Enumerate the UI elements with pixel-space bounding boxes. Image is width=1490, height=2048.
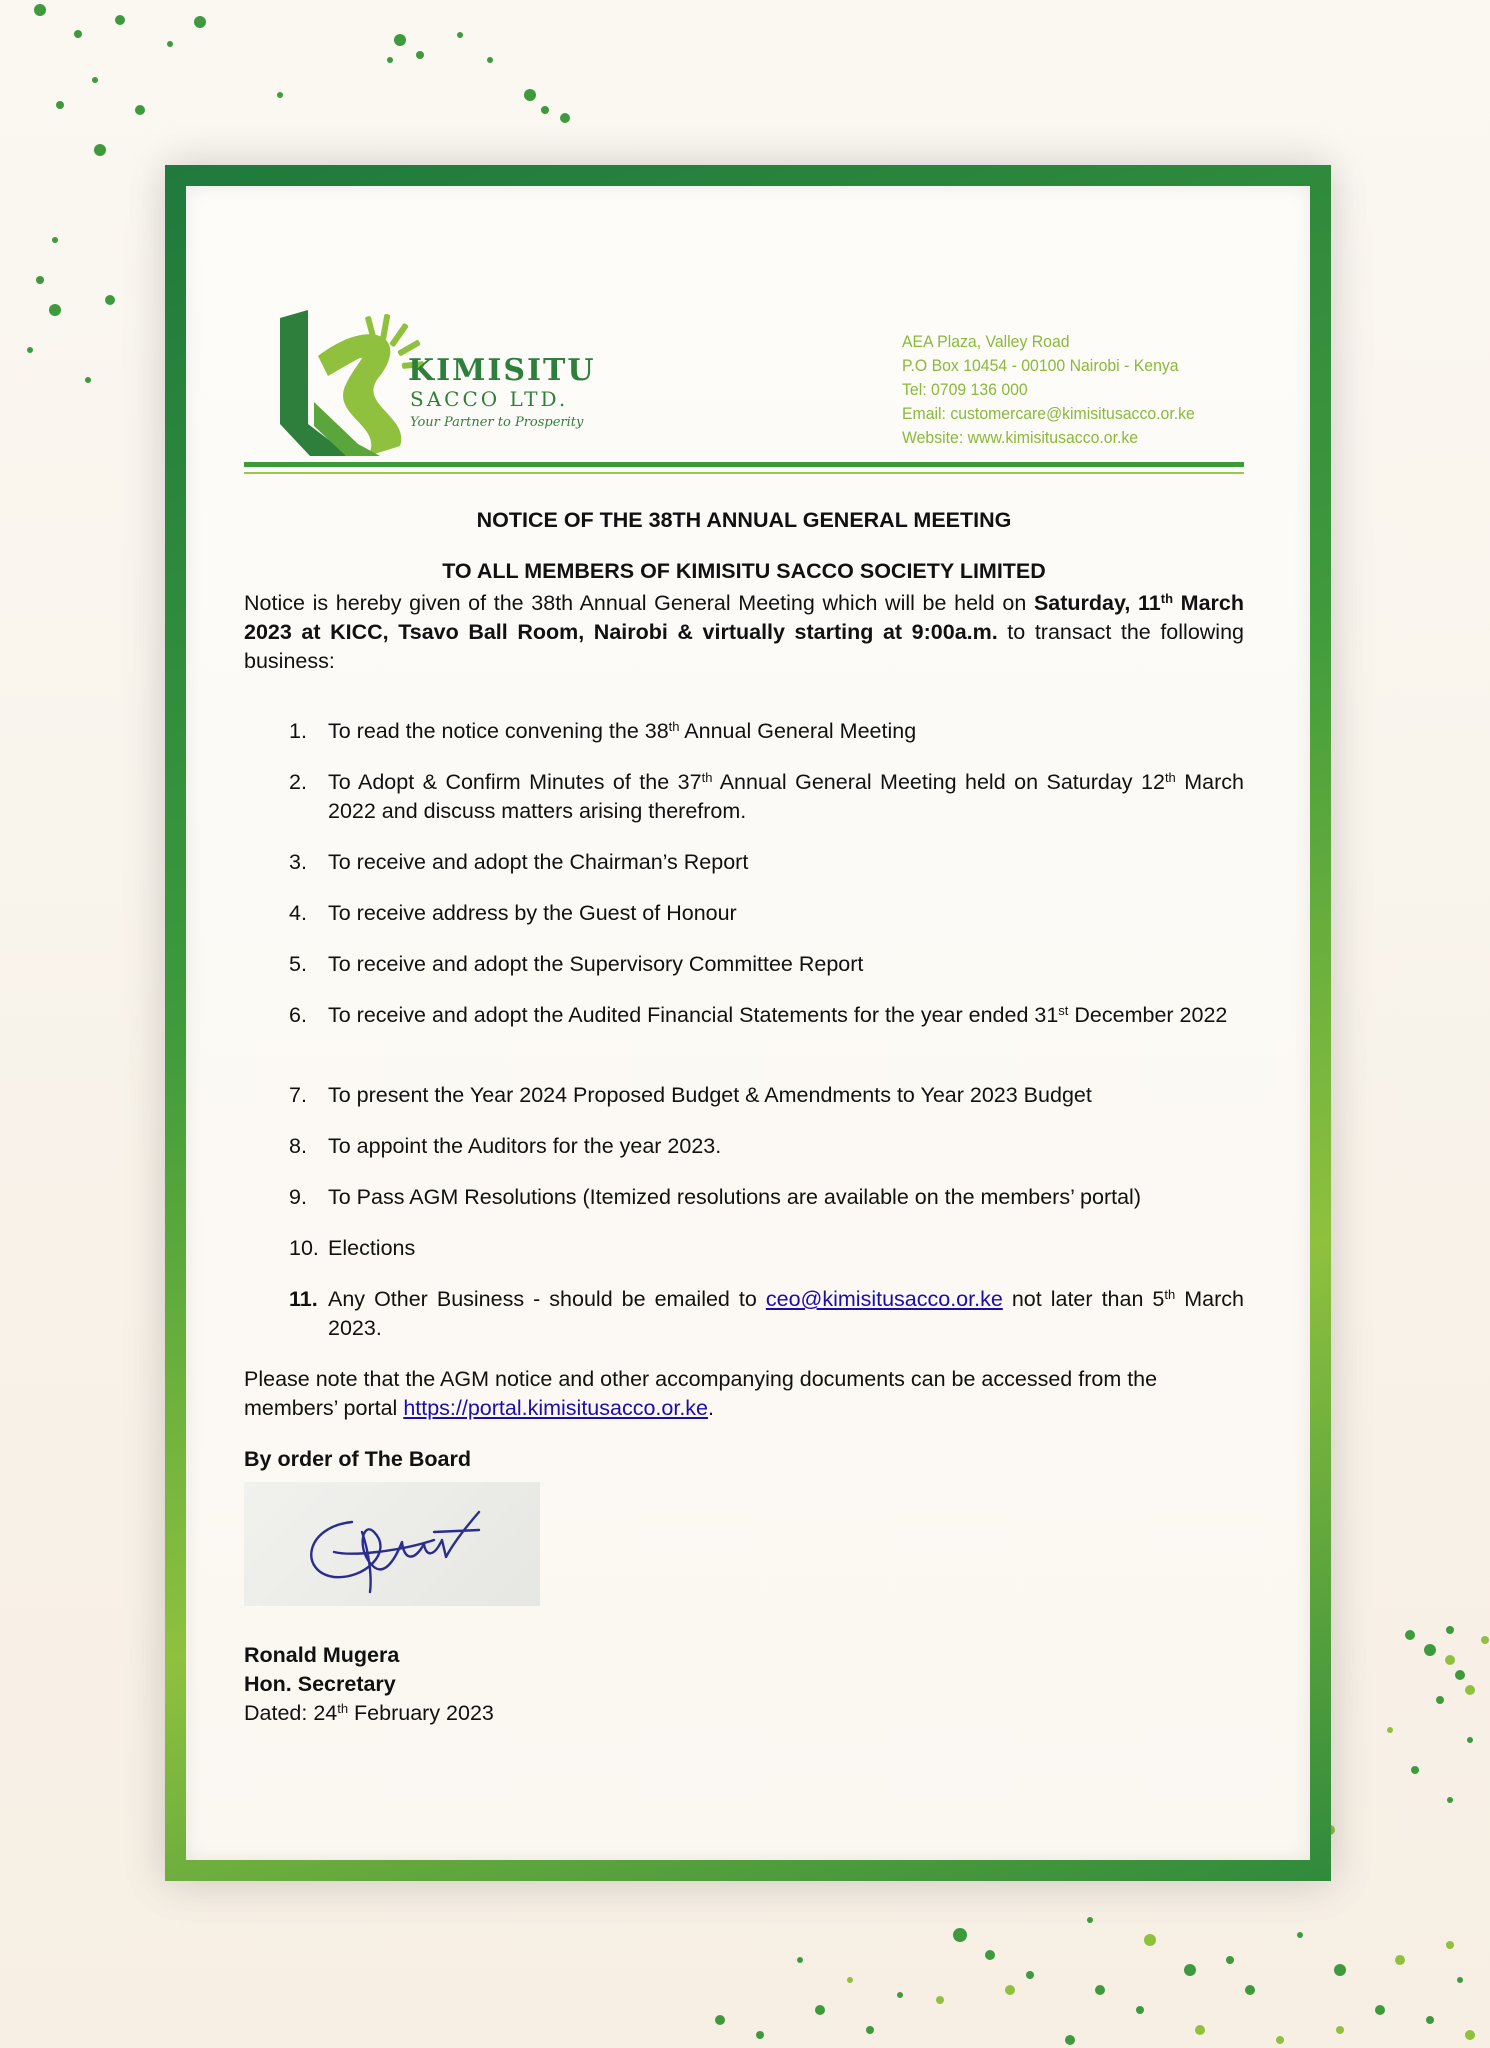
notice-title: NOTICE OF THE 38TH ANNUAL GENERAL MEETING xyxy=(476,508,1012,532)
website-line: Website: www.kimisitusacco.or.ke xyxy=(902,428,1139,447)
dated-line: Dated: 24th February 2023 xyxy=(244,1701,494,1725)
item-number: 11. xyxy=(289,1287,318,1311)
ceo-email-link[interactable]: ceo@kimisitusacco.or.ke xyxy=(765,1287,1003,1311)
item-text: To Adopt & Confirm Minutes of the 37th Annual General Meeting held on Saturday 12th March 2022 and discuss matters arising therefrom. xyxy=(328,770,1244,823)
item-number: 7. xyxy=(289,1083,307,1107)
item-text: To receive and adopt the Audited Financial Statements for the year ended 31st December 2022 xyxy=(328,1003,1228,1027)
signer-title: Hon. Secretary xyxy=(244,1672,396,1696)
item-number: 3. xyxy=(289,850,307,874)
item-text: Elections xyxy=(328,1236,416,1260)
letterhead xyxy=(244,306,1244,466)
item-text: To read the notice convening the 38th Annual General Meeting xyxy=(328,719,917,743)
signature-scribble xyxy=(244,1482,540,1606)
portal-link[interactable]: https://portal.kimisitusacco.or.ke xyxy=(403,1396,709,1420)
item-text: Any Other Business - should be emailed to ceo@kimisitusacco.or.ke not later than 5th March 2023. xyxy=(328,1287,1244,1340)
item-number: 5. xyxy=(289,952,307,976)
notice-intro: Notice is hereby given of the 38th Annual General Meeting which will be held on Saturday, 11th March 2023 at KICC, Tsavo Ball Room, Nairobi & virtually starting at 9:00a.m. to transact the following business: xyxy=(244,591,1244,673)
address-line: AEA Plaza, Valley Road xyxy=(902,332,1070,351)
letter-paper xyxy=(186,186,1310,1860)
item-number: 9. xyxy=(289,1185,307,1209)
logo-subname: SACCO LTD. xyxy=(410,387,569,411)
item-text: To Pass AGM Resolutions (Itemized resolutions are available on the members’ portal) xyxy=(328,1185,1141,1209)
item-text: To present the Year 2024 Proposed Budget & Amendments to Year 2023 Budget xyxy=(328,1083,1092,1107)
contact-address xyxy=(902,330,1218,450)
signature-image xyxy=(244,1482,540,1606)
kimisitu-logo xyxy=(260,306,620,456)
email-line: Email: customercare@kimisitusacco.or.ke xyxy=(902,404,1195,423)
header-divider-thick xyxy=(244,462,1244,467)
signer-name: Ronald Mugera xyxy=(244,1643,400,1667)
portal-note: Please note that the AGM notice and other accompanying documents can be accessed from the members’ portal https://portal.kimisitusacco.or.ke. xyxy=(244,1367,1158,1420)
item-number: 4. xyxy=(289,901,307,925)
green-frame xyxy=(165,165,1331,1881)
item-number: 8. xyxy=(289,1134,307,1158)
notice-subtitle: TO ALL MEMBERS OF KIMISITU SACCO SOCIETY LIMITED xyxy=(442,559,1046,583)
by-order-line: By order of The Board xyxy=(244,1447,471,1471)
item-text: To receive and adopt the Supervisory Committee Report xyxy=(328,952,864,976)
phone-line: Tel: 0709 136 000 xyxy=(902,380,1028,399)
header-divider-thin xyxy=(244,472,1244,474)
item-number: 6. xyxy=(289,1003,307,1027)
item-number: 2. xyxy=(289,770,307,794)
logo-tagline: Your Partner to Prosperity xyxy=(410,415,584,430)
item-number: 10. xyxy=(289,1236,319,1260)
logo-name: KIMISITU xyxy=(408,353,596,388)
item-number: 1. xyxy=(289,719,307,743)
item-text: To appoint the Auditors for the year 2023. xyxy=(328,1134,722,1158)
item-text: To receive and adopt the Chairman’s Report xyxy=(328,850,749,874)
item-text: To receive address by the Guest of Honour xyxy=(328,901,737,925)
po-box-line: P.O Box 10454 - 00100 Nairobi - Kenya xyxy=(902,356,1179,375)
